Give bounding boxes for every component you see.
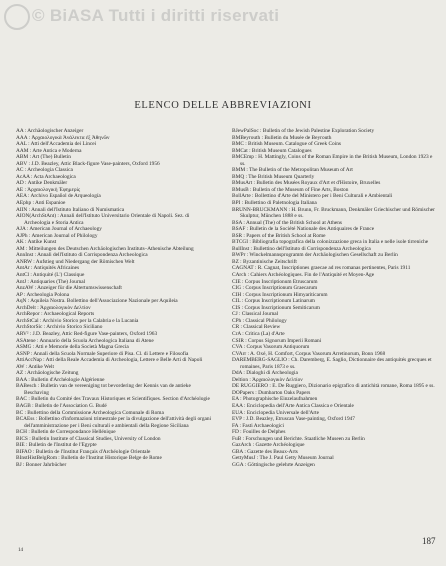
abbreviation-entry: BInstHistBelgRom : Bulletin de l'Institut Historique Belge de Rome [16,455,162,462]
abbreviation-entry: ASMG : Atti e Memorie della Società Magna Grecia [16,344,129,351]
abbreviation-entry: CVArr : A. Oxé, H. Comfort, Corpus Vasorum Arretinorum, Bonn 1968 [232,350,386,357]
page-number: 187 [422,536,436,546]
abbreviation-entry: AntJ : Antiquaries (The) Journal [16,278,86,285]
abbreviation-entry: CR : Classical Review [232,324,281,331]
abbreviations-column-left [16,128,216,468]
abbreviation-entry: BJ : Bonner Jahrbücher [16,461,67,468]
biasa-logo-icon [4,4,30,30]
abbreviation-entry: AqN : Aquileia Nostra. Bollettino dell'Associazione Nazionale per Aquileia [16,298,178,305]
abbreviation-entry: ARV² : J.D. Beazley, Attic Red-figure Vase-painters, Oxford 1963 [16,330,158,337]
abbreviation-entry: AttiAccNap : Atti della Reale Accademia di Archeologia, Lettere e Belle Arti di Napoli [16,357,203,364]
abbreviation-entry: CrA : Critica (La) d'Arte [232,330,285,337]
abbreviation-entry: AIIN : Annali dell'Istituto Italiano di Numismatica [16,206,125,213]
abbreviation-entry: BAA : Bulletin d'Archéologie Algérienne [16,376,105,383]
abbreviation-entry: AEA : Archivo Español de Arqueología [16,193,101,200]
abbreviation-entry: ABV : J.D. Beazley, Attic Black-figure Vase-painters, Oxford 1956 [16,160,160,167]
abbreviation-entry: AD : Antike Denkmäler [16,180,68,187]
abbreviation-entry: AntCl : Antiquité (L') Classique [16,272,85,279]
abbreviation-entry: CPh : Classical Philology [232,317,287,324]
abbreviation-entry: CAGNAT : R. Cagnat, Inscriptiones graecae ad res romanas pertinentes, Paris 1911 [232,265,411,272]
abbreviation-entry: BICS : Bulletin Institute of Classical Studies, University of London [16,435,161,442]
abbreviations-column-right [232,128,437,468]
abbreviation-entry: AJPh : American Journal of Philology [16,232,98,239]
abbreviation-entry: CJ : Classical Journal [232,311,279,318]
abbreviation-entry: BAGB : Bulletin de l'Association G. Budé [16,402,107,409]
abbreviation-entry: BZ : Byzantinische Zeitschrift [232,258,297,265]
abbreviation-entry: ArchStCal : Archivio Storico per la Calabria e la Lucania [16,317,139,324]
abbreviation-entry: DE RUGGIERO : E. De Ruggiero, Dizionario epigrafico di antichità romane, Roma 1895 e ss. [232,383,435,390]
abbreviation-entry: BAC : Bulletin du Comité des Travaux Historiques et Scientifiques. Section d'Archéologie [16,396,210,403]
abbreviation-entry: FuB : Forschungen und Berichte. Staatliche Museen zu Berlin [232,435,365,442]
abbreviation-entry: GettyMusJ : The J. Paul Getty Museum Journal [232,455,334,462]
abbreviation-entry: ArchRepor : Archaeological Reports [16,311,95,318]
abbreviation-entry: ASNP : Annali della Scuola Normale Superiore di Pisa. Cl. di Lettere e Filosofia [16,350,189,357]
abbreviation-entry: FA : Fasti Archaeologici [232,422,284,429]
abbreviation-entry: AntAr : Antiquités Africaines [16,265,80,272]
abbreviation-entry: GBA : Gazette des Beaux-Arts [232,448,298,455]
abbreviation-entry: BRUNN-BRUCKMANN : H. Brunn, Fr. Bruckmann, Denkmäler Griechischer und Römischer Skulptur, München 1888 e ss. [232,206,435,220]
abbreviation-entry: ASAtene : Annuario della Scuola Archeologica Italiana di Atene [16,337,154,344]
abbreviation-entry: CIS : Corpus Inscriptionum Semiticarum [232,304,320,311]
folio-mark: 14 [18,548,23,553]
abbreviation-entry: BSAF : Bulletin de la Société Nationale des Antiquaires de France [232,226,375,233]
abbreviation-entry: EA : Photographische Einzelaufnahmen [232,396,318,403]
abbreviation-entry: BMusB : Bulletin of the Museum of Fine Arts, Boston [232,186,349,193]
abbreviation-entry: AnnInst : Annali dell'Istituto di Corrispondenza Archeologica [16,252,148,259]
abbreviation-entry: DAREMBERG-SAGLIO : Ch. Daremberg, E. Saglio, Dictionnaire des antiquités grecques et romaines, Paris 1873 e ss. [232,357,432,370]
abbreviation-entry: BC : Bullettino della Commissione Archeologica Comunale di Roma [16,409,164,416]
watermark-text: © BiASA Tutti i diritti riservati [32,6,280,25]
abbreviation-entry: GGA : Göttingische gelehrte Anzeigen [232,461,315,468]
abbreviation-entry: AAL : Atti dell'Accademia dei Lincei [16,141,97,148]
abbreviation-entry: BMQ : The British Museum Quarterly [232,173,315,180]
abbreviation-entry: AM : Mitteilungen des Deutschen Archäologischen Instituts–Athenische Abteilung [16,245,194,252]
abbreviation-entry: AAA : Ἀρχαιολογικὰ Ἀνάλεκτα ἐξ Ἀθηνῶν [16,134,110,141]
abbreviation-entry: BABesch : Bulletin van de vereeniging tot bevordering der Kennis van de antieke Beschaving [16,383,191,396]
abbreviation-entry: AJA : American Journal of Archaeology [16,226,102,233]
abbreviation-entry: BTCGI : Bibliografia topografica della colonizzazione greca in Italia e nelle isole tirreniche [232,239,429,246]
abbreviation-entry: EVP : J.D. Beazley, Etruscan Vase-painting, Oxford 1947 [232,416,355,423]
abbreviation-entry: CIH : Corpus Inscriptionum Himyariticarum [232,291,328,298]
abbreviation-entry: AAM : Arte Antica e Moderna [16,147,82,154]
abbreviation-entry: EAA : Enciclopedia dell'Arte Antica Classica e Orientale [232,402,354,409]
abbreviation-entry: BMusArt : Bulletin des Musées Royaux d'Art et d'Histoire, Bruxelles [232,180,381,187]
abbreviation-entry: DdA : Dialoghi di Archeologia [232,370,298,377]
watermark [0,0,446,34]
abbreviation-entry: ANRW : Aufstieg und Niedergang der Römischen Welt [16,258,135,265]
abbreviation-entry: AcAA : Acta Archaeologica [16,173,76,180]
abbreviation-entry: AA : Archäologischer Anzeiger [16,128,84,134]
abbreviation-entry: CIE : Corpus Inscriptionum Etruscarum [232,278,318,285]
abbreviation-entry: AnzAW : Anzeiger für die Altertumswissenschaft [16,285,122,292]
abbreviation-entry: EUA : Enciclopedia Universale dell'Arte [232,409,320,416]
abbreviation-entry: Deltion : Ἀρχαιολογικὸν Δελτίον [232,376,303,383]
abbreviation-entry: AP : Archeologia Polona [16,291,70,298]
abbreviation-entry: CSIR : Corpus Signorum Imperii Romani [232,337,322,344]
abbreviation-entry: CArch : Cahiers Archéologiques. Fin de l'Antiquité et Moyen-Âge [232,272,375,279]
abbreviation-entry: AE : Ἀρχαιολογικὴ Ἐφημερίς [16,186,81,193]
abbreviation-entry: AION(ArchStAnt) : Annali dell'Istituto Universitario Orientale di Napoli. Sez. di Archeologia e Storia Antica [16,213,190,226]
abbreviation-entry: BMC : British Museum. Catalogue of Greek Coins [232,141,341,148]
abbreviation-entry: BullInst : Bullettino dell'Istituto di Corrispondenza Archeologica [232,245,371,252]
abbreviation-entry: AEphp : Anti Espanioe [16,200,66,207]
abbreviation-entry: ArchStorSic : Archivio Storico Siciliano [16,324,103,331]
abbreviation-entry: BJewPalSoc : Bulletin of the Jewish Palestine Exploration Society [232,128,375,134]
abbreviation-entry: BMBeyrouth : Bulletin du Musée de Beyrouth [232,134,332,141]
abbreviation-entry: BMCEmp : H. Mattingly, Coins of the Roman Empire in the British Museum, London 1923 e ss. [232,154,433,167]
page-title: ELENCO DELLE ABBREVIAZIONI [134,100,312,111]
abbreviation-entry: BWPr : Winckelmannsprogramm der Archäologischen Gesellschaft zu Berlin [232,252,398,259]
abbreviation-entry: CVA : Corpus Vasorum Antiquorum [232,344,310,351]
abbreviation-entry: CIL : Corpus Inscriptionum Latinarum [232,298,315,305]
abbreviation-entry: AK : Antike Kunst [16,239,57,246]
abbreviation-entry: DOPapers : Dumbarton Oaks Papers [232,389,311,396]
abbreviation-entry: BPI : Bullettino di Paletnologia Italiana [232,200,317,207]
abbreviation-entry: BMCat : British Museum Catalogues [232,147,312,154]
abbreviation-entry: ABM : Art (The) Bulletin [16,154,71,161]
abbreviation-entry: BIE : Bulletin de l'Institut de l'Égypte [16,442,97,449]
abbreviation-entry: BollArte : Bollettino d'Arte del Ministero per i Beni Culturali e Ambientali [232,193,393,200]
abbreviation-entry: BSR : Papers of the British School at Rome [232,232,326,239]
abbreviation-entry: BCAEss : Bollettino d'informazioni trimestrale per la divulgazione dell'attività degli organi dell'amministrazione per i Beni culturali e ambientali della Regione Siciliana [16,416,212,429]
abbreviation-entry: CIG : Corpus Inscriptionum Graecarum [232,285,318,292]
abbreviation-entry: BSA : Annual (The) of the British School at Athens [232,219,342,226]
abbreviation-entry: ArchDelt : Ἀρχαιολογικὸν Δελτίον [16,304,91,311]
abbreviation-entry: BCH : Bulletin de Correspondance Hellénique [16,429,116,436]
abbreviation-entry: AC : Archeologia Classica [16,167,73,174]
abbreviation-entry: AZ : Archäologische Zeitung [16,370,79,377]
abbreviation-entry: AW : Antike Welt [16,363,54,370]
abbreviation-entry: GazArch : Gazette Archéologique [232,442,305,449]
abbreviation-entry: BIFAO : Bulletin de l'Institut Français d'Archéologie Orientale [16,448,151,455]
abbreviation-entry: FD : Fouilles de Delphes [232,429,286,436]
abbreviation-entry: BMM : The Bulletin of the Metropolitan Museum of Art [232,167,353,174]
